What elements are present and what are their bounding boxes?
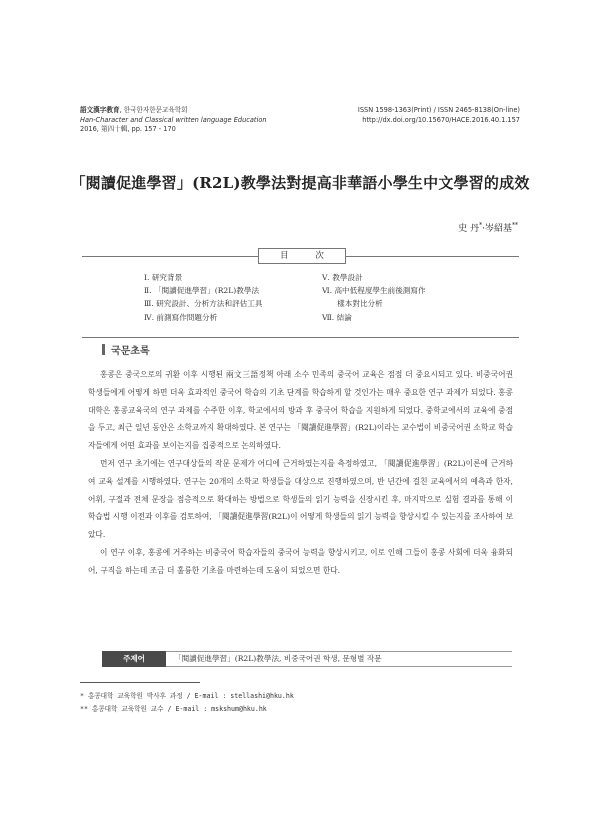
author-1: 史 丹	[458, 224, 480, 234]
toc-left-column	[144, 271, 262, 324]
toc-item: 樣本對比分析	[322, 299, 383, 309]
toc-item: Ⅴ. 教學設計	[322, 273, 363, 282]
issn-block	[358, 106, 520, 125]
toc-item: Ⅳ. 前測寫作問題分析	[144, 312, 218, 322]
keywords-label: 주제어	[102, 651, 166, 667]
author-2-mark: **	[512, 222, 518, 229]
toc-item: Ⅰ. 研究背景	[144, 273, 183, 282]
abstract-heading	[102, 342, 150, 357]
journal-header	[80, 106, 267, 135]
journal-korean-name: 한국한자한문교육학회	[123, 106, 188, 114]
footnote-2: ** 홍콩대학 교육학원 교수 / E-mail : mskshum@hku.hk	[80, 705, 267, 713]
toc-heading: 目 次	[258, 248, 346, 264]
footnote-1: * 홍콩대학 교육학원 박사후 과정 / E-mail : stellashi@hku.hk	[80, 692, 294, 700]
abstract-body	[88, 366, 513, 580]
table-of-contents	[82, 251, 519, 338]
journal-name-line: 語文漢字教育, 한국한자한문교육학회	[80, 106, 188, 114]
toc-right-column	[322, 271, 426, 324]
abstract-paragraph: 홍콩은 중국으로의 귀환 이후 시행된 兩文三語정책 아래 소수 민족의 중국어 교육은 점점 더 중요시되고 있다. 비중국어권 학생들에게 어떻게 하면 더욱 효과적인 중국어 학습의 기초 단계를 학습하게 할 것인가는 매우 중요한 연구 과제가 되었다. 홍콩대학은 홍콩교육국의 연구 과제를 수주한 이후, 학교에서의 방과 후 중국어 학습을 지원하게 되었다. 중학교에서의 교육에 중점을 두고, 최근 일년 동안은 소학교까지 확대하였다. 본 연구는 「閱讀促進學習」(R2L)이라는 교수법이 비중국어권 소학교 학습자들에게 어떤 효과를 보이는지를 집중적으로 논의하였다.	[88, 370, 513, 451]
doi-link[interactable]: http://dx.doi.org/10.15670/HACE.2016.40.1.157	[362, 115, 520, 124]
toc-item: Ⅵ. 高中低程度學生前後測寫作	[322, 286, 426, 296]
abstract-paragraph: 먼저 연구 초기에는 연구대상들의 작문 문제가 어디에 근거하였는지를 측정하였고, 「閱讀促進學習」(R2L)이론에 근거하여 교육 설계를 시행하였다. 연구는 20개의 소학교 학생들을 대상으로 진행하였으며, 반 년간에 걸친 교육에서의 예측과 한자, 어휘, 구절과 전체 문장을 점층적으로 확대하는 방법으로 학생들의 읽기 능력을 신장시킨 후, 마지막으로 실험 결과를 통해 이 학습법 시행 이전과 이후를 검토하여, 「閱讀促進學習(R2L)이 어떻게 학생들의 읽기 능력을 향상시킬 수 있는지를 조사하여 보았다.	[88, 458, 513, 540]
heading-bar-icon	[102, 344, 105, 355]
keywords-text: 「閱讀促進學習」(R2L)教學法, 비중국어권 학생, 문형별 작문	[174, 654, 382, 663]
keywords-box	[102, 651, 512, 667]
toc-item: Ⅲ. 研究設計、分析方法和評估工具	[144, 299, 263, 309]
author-2: ·岑紹基	[482, 224, 512, 234]
toc-item: Ⅶ. 結論	[322, 312, 352, 322]
author-1-mark: *	[479, 222, 483, 229]
issn: ISSN 1598-1363(Print) / ISSN 2465-8138(On-line)	[357, 106, 520, 114]
authors	[458, 221, 518, 234]
journal-english-name: Han-Character and Classical written language Education	[80, 115, 267, 124]
paper-title: 「閱讀促進學習」(R2L)教學法對提高非華語小學生中文學習的成效	[70, 174, 530, 192]
abstract-heading-text: 국문초록	[111, 346, 150, 357]
abstract-paragraph: 이 연구 이후, 홍콩에 거주하는 비중국어 학습자들의 중국어 능력을 향상시키고, 이로 인해 그들이 홍콩 사회에 더욱 융화되어, 구직을 하는데 조금 더 훌륭한 기초를 마련하는데 도움이 되었으면 한다.	[88, 547, 513, 575]
footnote-divider	[80, 682, 200, 683]
journal-logo: 語文漢字教育	[80, 106, 120, 114]
volume-pages: 2016, 第四十輯, pp. 157 - 170	[80, 125, 176, 134]
toc-item: Ⅱ. 「閱讀促進學習」(R2L)教學法	[144, 286, 260, 296]
